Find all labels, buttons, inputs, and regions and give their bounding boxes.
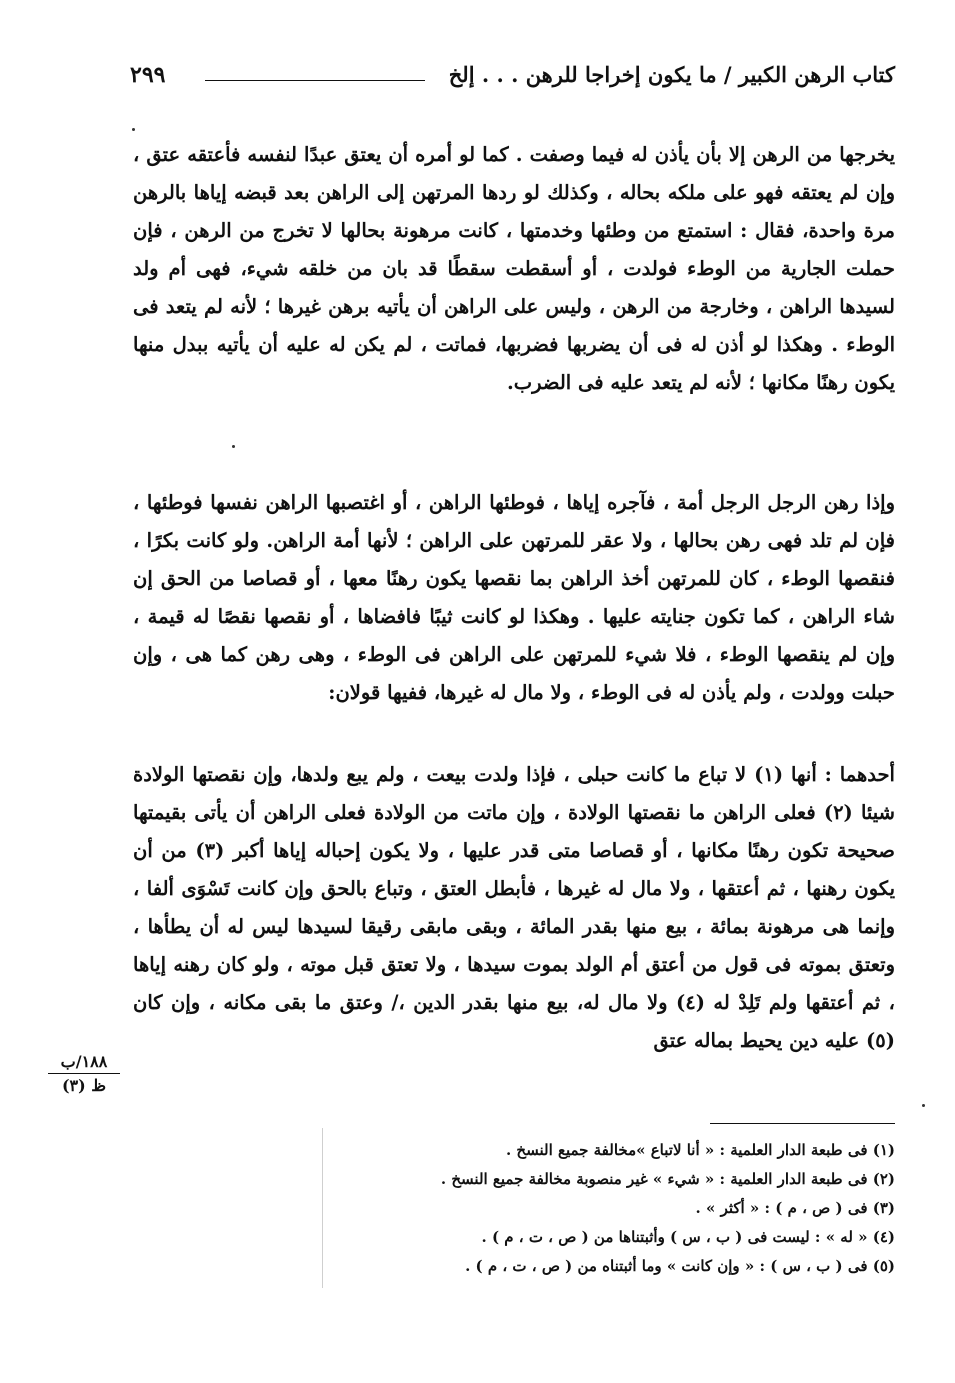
margin-note-manuscript: ظ (٣) bbox=[61, 1076, 107, 1095]
scan-speck bbox=[232, 445, 235, 448]
scan-speck bbox=[922, 1104, 925, 1107]
scan-artifact-line bbox=[322, 1128, 323, 1288]
paragraph-1: يخرجها من الرهن إلا بأن يأذن له فيما وصفت . كما لو أمره أن يعتق عبدًا لنفسه فأعتقه عتق ، وإن لم يعتقه فهو على ملكه بحاله ، وكذلك لو ردها المرتهن إلى الراهن بعد قبضه إياها بالرهن مرة واحدة، فقال : استمتع من وطئها وخدمتها ، كانت مرهونة بحالها لا تخرج من الرهن ، فإن حملت الجارية من الوطء فولدت ، أو أسقطت سقطًا قد بان من خلقه شيء، فهى أم ولد لسيدها الراهن ، وخارجة من الرهن ، وليس على الراهن أن يأتيه برهن غيرها ؛ لأنه لم يتعد فى الوطء . وهكذا لو أذن له فى أن يضربها فضربها، فماتت ، لم يكن له عليه أن يأتيه ببدل منها يكون رهنًا مكانها ؛ لأنه لم يتعد عليه فى الضرب. bbox=[133, 142, 895, 394]
footnote-1: (١) فى طبعة الدار العلمية : « أنا لاتباع »مخالفة جميع النسخ . bbox=[505, 1141, 895, 1159]
paragraph-3-lead: أحدهما : bbox=[824, 762, 895, 786]
header-rule bbox=[205, 80, 425, 81]
footnote-2: (٢) فى طبعة الدار العلمية : « شيء » غير منصوبة مخالفة جميع النسخ . bbox=[440, 1170, 895, 1188]
footnote-5: (٥) فى ( ب ، س ) : « وإن كانت » وما أثبتناه من ( ص ، ت ، م ) . bbox=[465, 1257, 895, 1275]
margin-note-folio: ١٨٨/ب bbox=[60, 1052, 108, 1071]
margin-note-rule bbox=[48, 1073, 120, 1074]
paragraph-3 bbox=[133, 756, 895, 1060]
footnotes bbox=[330, 1136, 895, 1281]
margin-note bbox=[44, 1052, 124, 1095]
footnote-3: (٣) فى ( ص ، م ) : « أكثر » . bbox=[695, 1199, 895, 1217]
page-number: ٢٩٩ bbox=[130, 62, 166, 88]
footnote-rule bbox=[710, 1123, 895, 1124]
running-header bbox=[130, 58, 895, 98]
paragraph-2: وإذا رهن الرجل الرجل أمة ، فآجره إياها ، فوطئها الراهن ، أو اغتصبها الراهن نفسها فوطئها ، فإن لم تلد فهى رهن بحالها ، ولا عقر للمرتهن على الراهن ؛ لأنها أمة الراهن. ولو كانت بكرًا ، فنقصها الوطء ، كان للمرتهن أخذ الراهن بما نقصها يكون رهنًا معها ، أو قصاصا من الحق إن شاء الراهن ، كما تكون جنايته عليها . وهكذا لو كانت ثيبًا فافضاها ، أو نقصها نقصًا له قيمة ، وإن لم ينقصها الوطء ، فلا شيء للمرتهن على الراهن فى الوطء ، وهى رهن كما هى ، وإن حبلت وولدت ، ولم يأذن له فى الوطء ، ولا مال له غيرها، ففيها قولان: bbox=[133, 490, 895, 704]
running-title: كتاب الرهن الكبير / ما يكون إخراجا للرهن . . . إلخ bbox=[448, 62, 895, 87]
paragraph-3-text: أنها (١) لا تباع ما كانت حبلى ، فإذا ولدت بيعت ، ولم يبع ولدها، وإن نقصتها الولادة شيئا (٢) فعلى الراهن ما نقصتها الولادة ، وإن ماتت من الولادة فعلى الراهن أن يأتى بقيمتها صحيحة تكون رهنًا مكانها ، أو قصاصا متى قدر عليها ، ولا يكون إحباله إياها أكبر (٣) من أن يكون رهنها ، ثم أعتقها ، ولا مال له غيرها ، فأبطل العتق ، وتباع بالحق وإن كانت تَسْوَى ألفا ، وإنما هى مرهونة بمائة ، بيع منها بقدر المائة ، وبقى مابقى رقيقا لسيدها ليس له أن يطأها ، وتعتق بموته فى قول من أعتق أم الولد بموت سيدها ، ولا تعتق قبل موته ، ولو كان رهنه إياها ، ثم أعتقها ولم تَلِدْ له (٤) ولا مال له، بيع منها بقدر الدين ،/ وعتق ما بقى مكانه ، وإن كان (٥) عليه دين يحيط بماله عتق bbox=[133, 762, 895, 1052]
scan-speck bbox=[132, 128, 135, 131]
footnote-4: (٤) « له » : ليست فى ( ب ، س ) وأثبتناها من ( ص ، ت ، م ) . bbox=[481, 1228, 895, 1246]
